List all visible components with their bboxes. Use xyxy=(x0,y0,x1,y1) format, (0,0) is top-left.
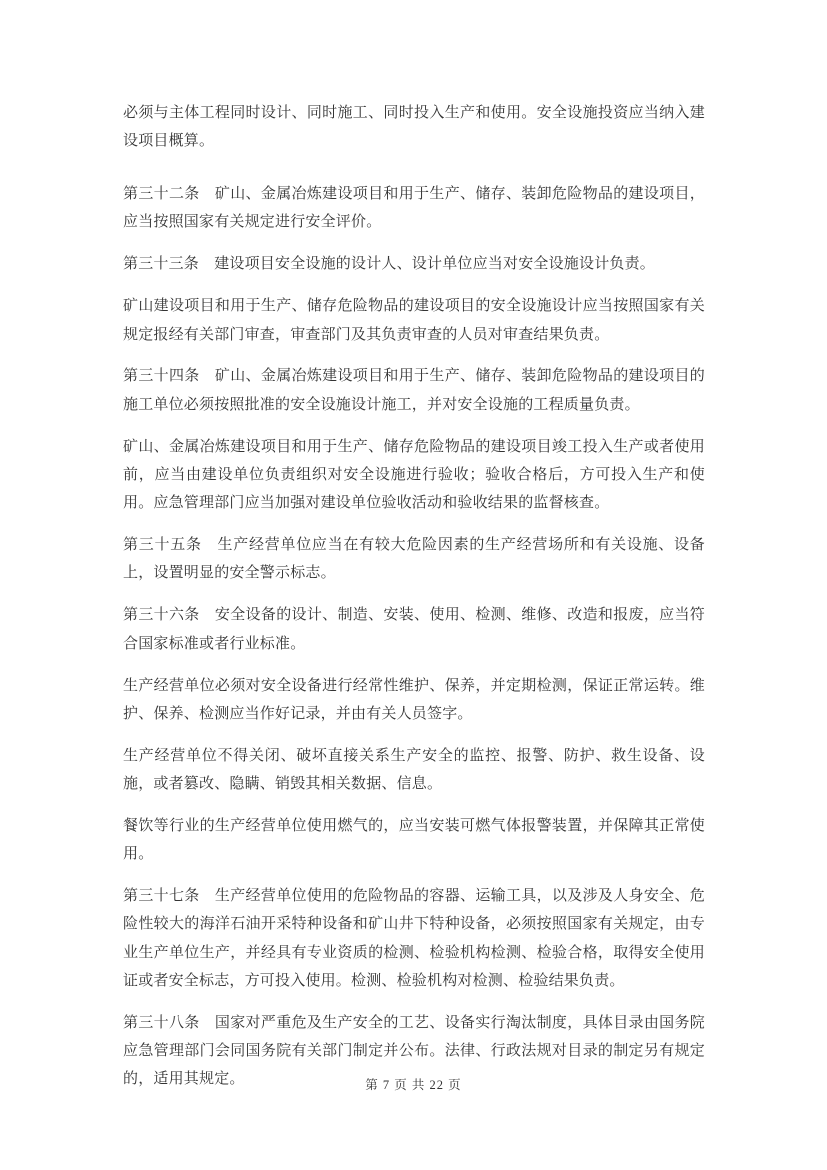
article-34-paragraph-2: 矿山、金属冶炼建设项目和用于生产、储存危险物品的建设项目竣工投入生产或者使用前，应当由建设单位负责组织对安全设施进行验收；验收合格后，方可投入生产和使用。应急管理部门应当加强对建设单位验收活动和验收结果的监督核查。 xyxy=(123,438,705,512)
article-33-paragraph-2: 矿山建设项目和用于生产、储存危险物品的建设项目的安全设施设计应当按照国家有关规定报经有关部门审查，审查部门及其负责审查的人员对审查结果负责。 xyxy=(123,298,705,343)
article-38-paragraph: 第三十八条 国家对严重危及生产安全的工艺、设备实行淘汰制度，具体目录由国务院应急管理部门会同国务院有关部门制定并公布。法律、行政法规对目录的制定另有规定的，适用其规定。 xyxy=(123,1014,705,1088)
document-body xyxy=(123,99,705,1107)
article-36-paragraph-4: 餐饮等行业的生产经营单位使用燃气的，应当安装可燃气体报警装置，并保障其正常使用。 xyxy=(123,817,705,863)
article-36-paragraph-3: 生产经营单位不得关闭、破坏直接关系生产安全的监控、报警、防护、救生设备、设施，或者篡改、隐瞒、销毁其相关数据、信息。 xyxy=(123,747,705,792)
article-36-paragraph-1: 第三十六条 安全设备的设计、制造、安装、使用、检测、维修、改造和报废，应当符合国家标准或者行业标准。 xyxy=(123,607,705,652)
paragraph-continuation: 必须与主体工程同时设计、同时施工、同时投入生产和使用。安全设施投资应当纳入建设项目概算。 xyxy=(123,105,705,150)
article-36-paragraph-2: 生产经营单位必须对安全设备进行经常性维护、保养，并定期检测，保证正常运转。维护、保养、检测应当作好记录，并由有关人员签字。 xyxy=(123,677,705,722)
article-35-paragraph: 第三十五条 生产经营单位应当在有较大危险因素的生产经营场所和有关设施、设备上，设置明显的安全警示标志。 xyxy=(123,537,705,582)
article-32-paragraph: 第三十二条 矿山、金属冶炼建设项目和用于生产、储存、装卸危险物品的建设项目，应当按照国家有关规定进行安全评价。 xyxy=(123,186,705,231)
article-34-paragraph-1: 第三十四条 矿山、金属冶炼建设项目和用于生产、储存、装卸危险物品的建设项目的施工单位必须按照批准的安全设施设计施工，并对安全设施的工程质量负责。 xyxy=(123,368,705,413)
article-33-paragraph-1: 第三十三条 建设项目安全设施的设计人、设计单位应当对安全设施设计负责。 xyxy=(123,256,656,273)
page-number-footer: 第 7 页 共 22 页 xyxy=(365,1078,462,1092)
article-37-paragraph: 第三十七条 生产经营单位使用的危险物品的容器、运输工具，以及涉及人身安全、危险性较大的海洋石油开采特种设备和矿山井下特种设备，必须按照国家有关规定，由专业生产单位生产，并经具有专业资质的检测、检验机构检测、检验合格，取得安全使用证或者安全标志，方可投入使用。检测、检验机构对检测、检验结果负责。 xyxy=(123,888,705,989)
